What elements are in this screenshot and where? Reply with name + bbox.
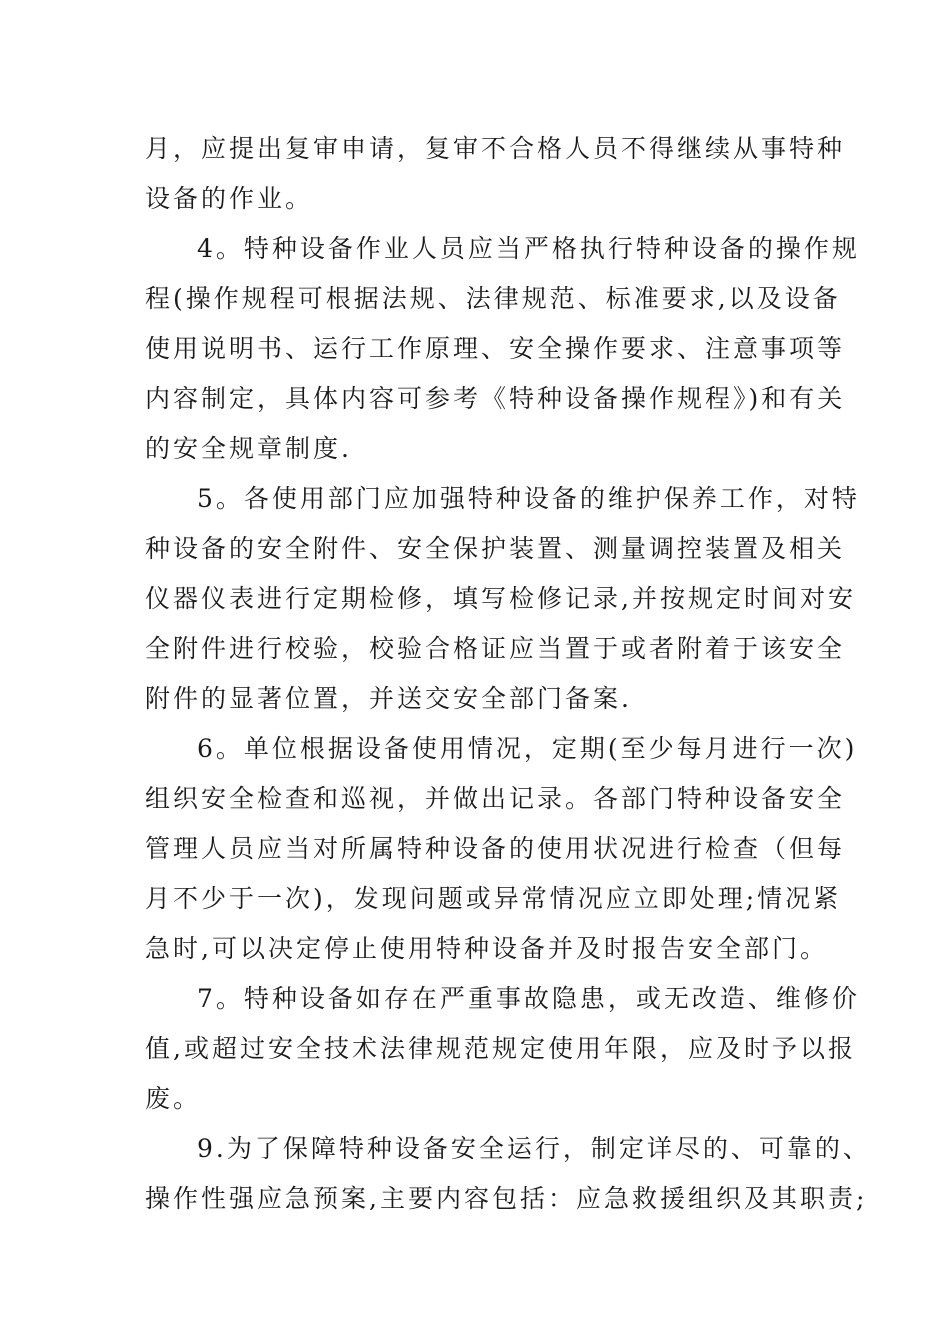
text-line: 废。 bbox=[145, 1084, 202, 1113]
text-line: 仪器仪表进行定期检修，填写检修记录,并按规定时间对安 bbox=[145, 584, 856, 613]
text-line: 设备的作业。 bbox=[145, 184, 314, 213]
text-line: 值,或超过安全技术法律规范规定使用年限，应及时予以报 bbox=[145, 1034, 856, 1063]
text-line: 使用说明书、运行工作原理、安全操作要求、注意事项等 bbox=[145, 334, 846, 363]
text-line: 内容制定，具体内容可参考《特种设备操作规程》)和有关 bbox=[145, 384, 846, 413]
text-line: 月，应提出复审申请，复审不合格人员不得继续从事特种 bbox=[145, 134, 846, 163]
text-line: 月不少于一次)，发现问题或异常情况应立即处理;情况紧 bbox=[145, 884, 842, 913]
text-line: 组织安全检查和巡视，并做出记录。各部门特种设备安全 bbox=[145, 784, 846, 813]
text-line: 的安全规章制度. bbox=[145, 434, 352, 463]
text-line: 种设备的安全附件、安全保护装置、测量调控装置及相关 bbox=[145, 534, 846, 563]
text-line: 全附件进行校验，校验合格证应当置于或者附着于该安全 bbox=[145, 634, 846, 663]
text-line: 附件的显著位置，并送交安全部门备案. bbox=[145, 684, 632, 713]
text-line: 管理人员应当对所属特种设备的使用状况进行检查（但每 bbox=[145, 834, 846, 863]
text-line: 操作性强应急预案,主要内容包括：应急救援组织及其职责; bbox=[145, 1184, 868, 1213]
paragraph-start-line: 9.为了保障特种设备安全运行，制定详尽的、可靠的、 bbox=[197, 1134, 871, 1163]
paragraph-start-line: 5。各使用部门应加强特种设备的维护保养工作，对特 bbox=[197, 484, 860, 513]
paragraph-start-line: 7。特种设备如存在严重事故隐患，或无改造、维修价 bbox=[197, 984, 860, 1013]
paragraph-start-line: 6。单位根据设备使用情况，定期(至少每月进行一次) bbox=[197, 734, 858, 763]
paragraph-start-line: 4。特种设备作业人员应当严格执行特种设备的操作规 bbox=[197, 234, 860, 263]
text-line: 急时,可以决定停止使用特种设备并及时报告安全部门。 bbox=[145, 934, 828, 963]
text-line: 程(操作规程可根据法规、法律规范、标准要求,以及设备 bbox=[145, 284, 841, 313]
